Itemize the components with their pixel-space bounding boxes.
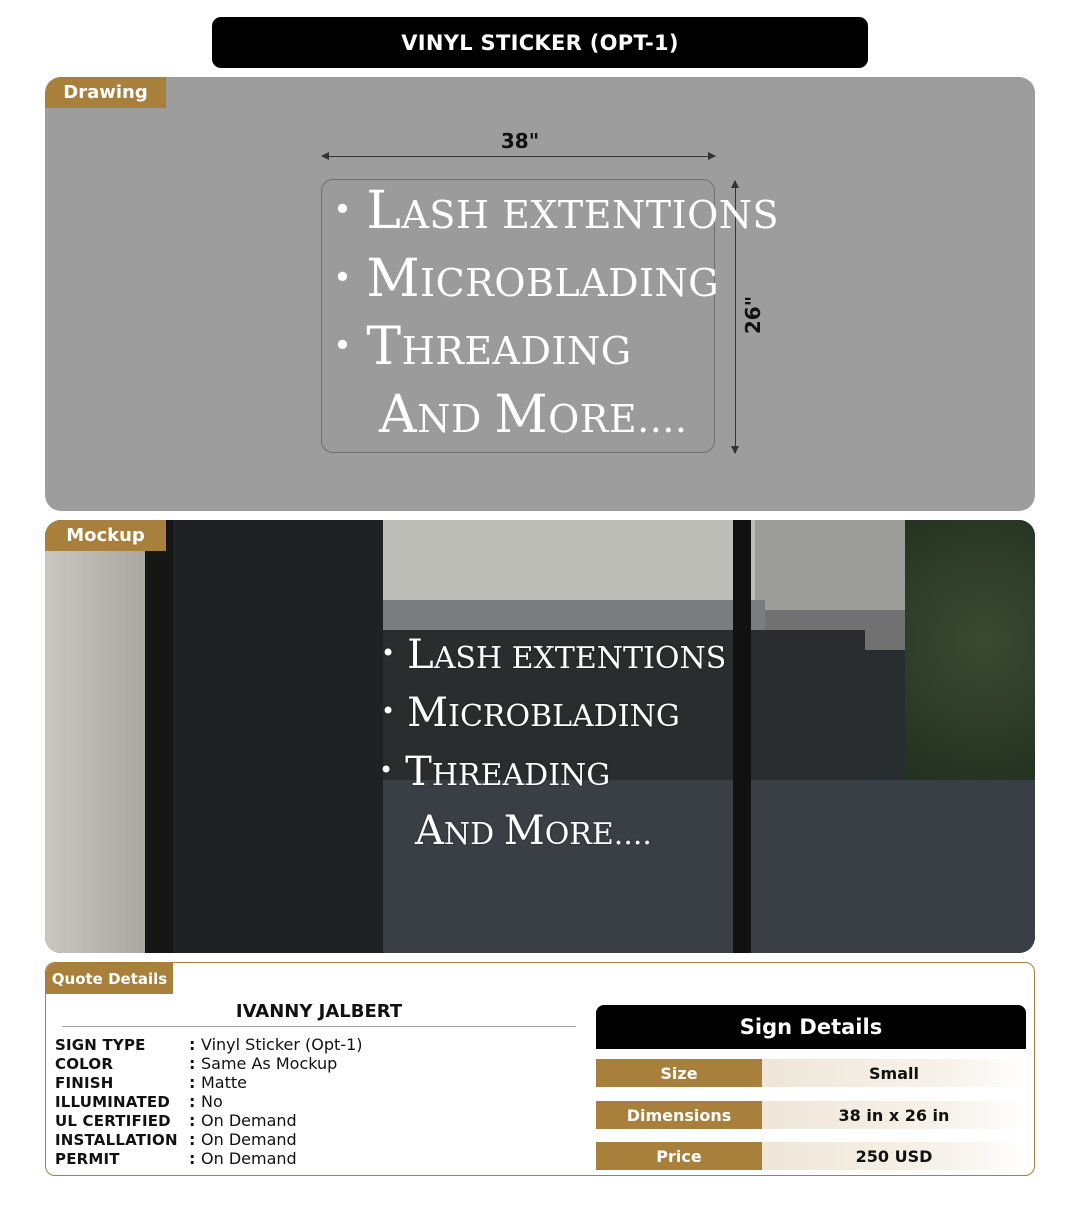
spec-row-installation: INSTALLATION : On Demand bbox=[55, 1130, 297, 1149]
spec-row-color: COLOR : Same As Mockup bbox=[55, 1054, 338, 1073]
spec-row-finish: FINISH : Matte bbox=[55, 1073, 247, 1092]
spec-row-sign-type: SIGN TYPE : Vinyl Sticker (Opt-1) bbox=[55, 1035, 363, 1054]
mockup-line-lash: • LASH EXTENTIONS bbox=[381, 632, 727, 678]
page-title: VINYL STICKER (OPT-1) bbox=[212, 17, 868, 68]
sign-line-lash: • LASH EXTENTIONS bbox=[333, 181, 780, 241]
sign-line-threading: • THREADING bbox=[333, 317, 632, 377]
quote-tab-label: Quote Details bbox=[46, 963, 173, 994]
mockup-panel bbox=[45, 520, 1035, 953]
mockup-photo bbox=[45, 520, 1035, 953]
spec-row-permit: PERMIT : On Demand bbox=[55, 1149, 297, 1168]
sign-detail-price: Price 250 USD bbox=[596, 1142, 1026, 1170]
sign-detail-size: Size Small bbox=[596, 1059, 1026, 1087]
spec-row-ul-certified: UL CERTIFIED : On Demand bbox=[55, 1111, 297, 1130]
spec-row-illuminated: ILLUMINATED : No bbox=[55, 1092, 223, 1111]
width-dimension-arrow bbox=[322, 156, 715, 157]
mockup-line-threading: • THREADING bbox=[379, 749, 611, 795]
divider bbox=[62, 1026, 576, 1027]
sign-line-and-more: AND MORE.... bbox=[379, 385, 688, 445]
quote-details-panel bbox=[45, 962, 1035, 1176]
mockup-line-microblading: • MICROBLADING bbox=[381, 690, 680, 736]
drawing-tab-label: Drawing bbox=[45, 77, 166, 108]
width-dimension-label: 38" bbox=[500, 129, 540, 153]
mockup-line-and-more: AND MORE.... bbox=[415, 808, 652, 854]
drawing-panel bbox=[45, 77, 1035, 511]
client-name: IVANNY JALBERT bbox=[235, 1001, 403, 1022]
sign-detail-dimensions: Dimensions 38 in x 26 in bbox=[596, 1101, 1026, 1129]
mockup-tab-label: Mockup bbox=[45, 520, 166, 551]
sign-details-heading: Sign Details bbox=[596, 1005, 1026, 1049]
sign-line-microblading: • MICROBLADING bbox=[333, 249, 720, 309]
height-dimension-label: 26" bbox=[741, 295, 765, 335]
